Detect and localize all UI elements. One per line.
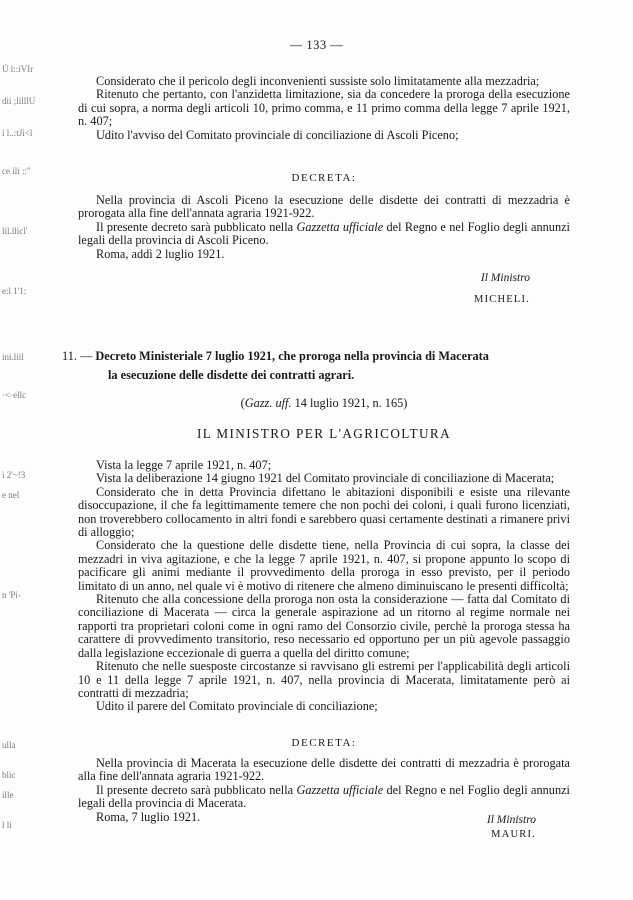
paragraph: Ritenuto che alla concessione della proroga non osta la considerazione — fatta dal Comitato di conciliazione di Macerata — circa la generale aspirazione ad un ritorno al regime normale nei rapporti tra proprietari coloni come in ogni ramo del Consorzio civile, perchè la proroga stessa ha carattere di provvedimento transitorio, reso necessario ed opportuno per un più agevole passaggio dalla legislazione eccezionale di guerra a quella del diritto comune; xyxy=(78,592,570,660)
margin-fragment: l li xyxy=(2,820,12,830)
signature-name: MICHELI. xyxy=(474,294,530,306)
signature-block xyxy=(78,814,536,842)
margin-fragment: blic xyxy=(2,770,16,780)
date-line: Roma, 7 luglio 1921. xyxy=(96,809,201,824)
decree-10-body xyxy=(78,194,570,261)
margin-fragment: e nel xyxy=(2,490,20,500)
margin-fragment: dii ;lilllU xyxy=(2,96,36,106)
paragraph: Ritenuto che nelle suesposte circostanze si ravvisano gli estremi per l'applicabilità degli articoli 10 e 11 della legge 7 aprile 1921, n. 407, nella provincia di Macerata, limitatamente però ai contratti di mezzadria; xyxy=(78,659,570,700)
margin-fragment: i l..:tJi<l xyxy=(2,128,33,138)
paragraph: Considerato che il pericolo degli inconvenienti sussiste solo limitatamente alla mezzadria; xyxy=(96,74,540,88)
paragraph: Ritenuto che pertanto, con l'anzidetta limitazione, sia da concedere la proroga della esecuzione di cui sopra, a norma degli articoli 10, primo comma, e 11 primo comma della legge 7 aprile 1921, n. 407; xyxy=(78,87,570,129)
margin-fragment: ille xyxy=(2,790,14,800)
paragraph: Udito il parere del Comitato provinciale di conciliazione; xyxy=(96,699,378,714)
paragraph: Nella provincia di Ascoli Piceno la esecuzione delle disdette dei contratti di mezzadria è prorogata alla fine dell'annata agraria 1921-922. xyxy=(78,193,570,221)
margin-fragment: ·<·ellc xyxy=(2,390,27,400)
paragraph: Udito l'avviso del Comitato provinciale di conciliazione di Ascoli Piceno; xyxy=(96,127,459,142)
margin-fragment: ini.liil xyxy=(2,352,24,362)
decree-11-body xyxy=(78,459,570,714)
decree-11-heading: 11. — Decreto Ministeriale 7 luglio 1921, che proroga nella provincia di Macerata la esecuzione delle disdette dei contratti agrari. xyxy=(62,349,489,382)
decreta-heading: DECRETA: xyxy=(291,172,357,184)
margin-fragment: i 2'~!3 xyxy=(2,470,26,480)
decree-10-continuation xyxy=(78,75,570,142)
gazette-reference: (Gazz. uff. 14 luglio 1921, n. 165) xyxy=(240,396,408,410)
signature-block xyxy=(78,272,530,307)
margin-fragment: n 'Pi- xyxy=(2,590,21,600)
margin-fragment: ulla xyxy=(2,740,16,750)
paragraph: Considerato che la questione delle disdette tiene, nella Provincia di cui sopra, la classe dei mezzadri in viva agitazione, e che la legge 7 aprile 1921, n. 407, si propone appunto lo scopo di pacificare gli animi mediante il provvedimento della proroga in esso previsto, per il periodo limitato di un anno, nel quale vi è motivo di ritenere che almeno diminuiscano le presenti difficoltà; xyxy=(78,538,570,593)
signature-title: Il Ministro xyxy=(486,814,536,826)
margin-fragment: ce ili ::" xyxy=(2,166,31,176)
date-line: Roma, addì 2 luglio 1921. xyxy=(96,246,225,261)
margin-fragment: Ú l::iVIr xyxy=(2,64,34,74)
minister-heading: IL MINISTRO PER L'AGRICOLTURA xyxy=(196,426,452,441)
paragraph: Vista la legge 7 aprile 1921, n. 407; xyxy=(96,458,272,472)
paragraph: Il presente decreto sarà pubblicato nella Gazzetta ufficiale del Regno e nel Foglio degli annunzi legali della provincia di Ascoli Piceno. xyxy=(78,219,570,248)
signature-title: Il Ministro xyxy=(480,272,530,284)
paragraph: Considerato che in detta Provincia difettano le abitazioni disponibili e esiste una rilevante disoccupazione, il che fa legittimamente temere che non pochi dei coloni, i quali furono licenziati, non troverebbero collocamento in altri fondi e sarebbero quasi certamente destinati a rimanere privi di alloggio; xyxy=(78,484,570,540)
adjacent-page-margin xyxy=(0,0,44,900)
paragraph: Il presente decreto sarà pubblicato nella Gazzetta ufficiale del Regno e nel Foglio degli annunzi legali della provincia di Macerata. xyxy=(78,782,570,811)
margin-fragment: lil.llicl' xyxy=(2,226,28,236)
decreta-heading: DECRETA: xyxy=(291,737,357,749)
signature-name: MAURI. xyxy=(491,829,536,841)
margin-fragment: e:l 1'1: xyxy=(2,286,27,296)
paragraph: Nella provincia di Macerata la esecuzione delle disdette dei contratti di mezzadria è prorogata alla fine dell'annata agraria 1921-922. xyxy=(78,756,570,784)
paragraph: Vista la deliberazione 14 giugno 1921 del Comitato provinciale di conciliazione di Macerata; xyxy=(96,471,555,486)
page-number: — 133 — xyxy=(289,38,344,52)
